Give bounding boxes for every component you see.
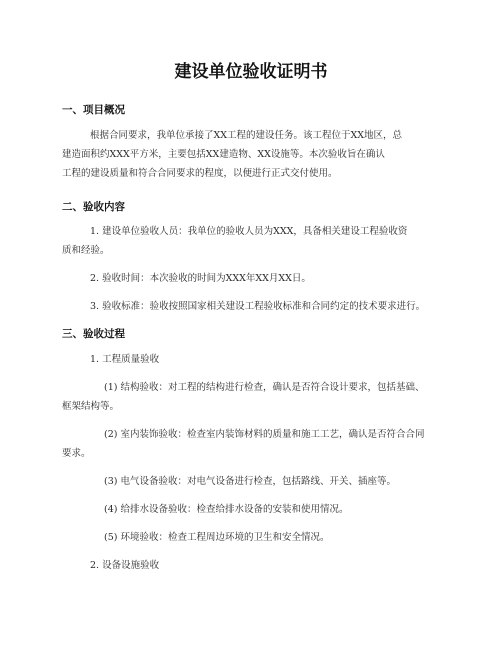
list-item-line: 要求。 bbox=[62, 448, 91, 459]
paragraph-line: 根据合同要求，我单位承接了XX工程的建设任务。该工程位于XX地区，总 bbox=[90, 130, 403, 141]
list-item: (3) 电气设备验收：对电气设备进行检查，包括路线、开关、插座等。 bbox=[104, 476, 396, 487]
section-heading-content: 二、验收内容 bbox=[62, 201, 125, 213]
document-title: 建设单位验收证明书 bbox=[174, 62, 328, 82]
list-item: (5) 环境验收：检查工程周边环境的卫生和安全情况。 bbox=[104, 532, 330, 543]
list-item-line: (1) 结构验收：对工程的结构进行检查，确认是否符合设计要求，包括基础、 bbox=[104, 382, 425, 393]
list-item-line: (2) 室内装饰验收：检查室内装饰材料的质量和施工工艺，确认是否符合合同 bbox=[104, 429, 425, 440]
list-item: 2. 验收时间：本次验收的时间为XXX年XX月XX日。 bbox=[90, 273, 311, 284]
section-heading-overview: 一、项目概况 bbox=[62, 104, 125, 116]
sub-heading: 2. 设备设施验收 bbox=[90, 560, 160, 571]
list-item-line: 框架结构等。 bbox=[62, 401, 120, 412]
list-item-line: 质和经验。 bbox=[62, 245, 110, 256]
paragraph-line: 建造面积约XXX平方米，主要包括XX建造物、XX设施等。本次验收旨在确认 bbox=[62, 149, 385, 160]
paragraph-line: 工程的建设质量和符合合同要求的程度，以便进行正式交付使用。 bbox=[62, 168, 338, 179]
sub-heading: 1. 工程质量验收 bbox=[90, 354, 160, 365]
list-item: (4) 给排水设备验收：检查给排水设备的安装和使用情况。 bbox=[104, 504, 349, 515]
section-heading-process: 三、验收过程 bbox=[62, 328, 125, 340]
list-item-line: 1. 建设单位验收人员：我单位的验收人员为XXX，具备相关建设工程验收资 bbox=[90, 226, 408, 237]
list-item: 3. 验收标准：验收按照国家相关建设工程验收标准和合同约定的技术要求进行。 bbox=[90, 301, 426, 312]
